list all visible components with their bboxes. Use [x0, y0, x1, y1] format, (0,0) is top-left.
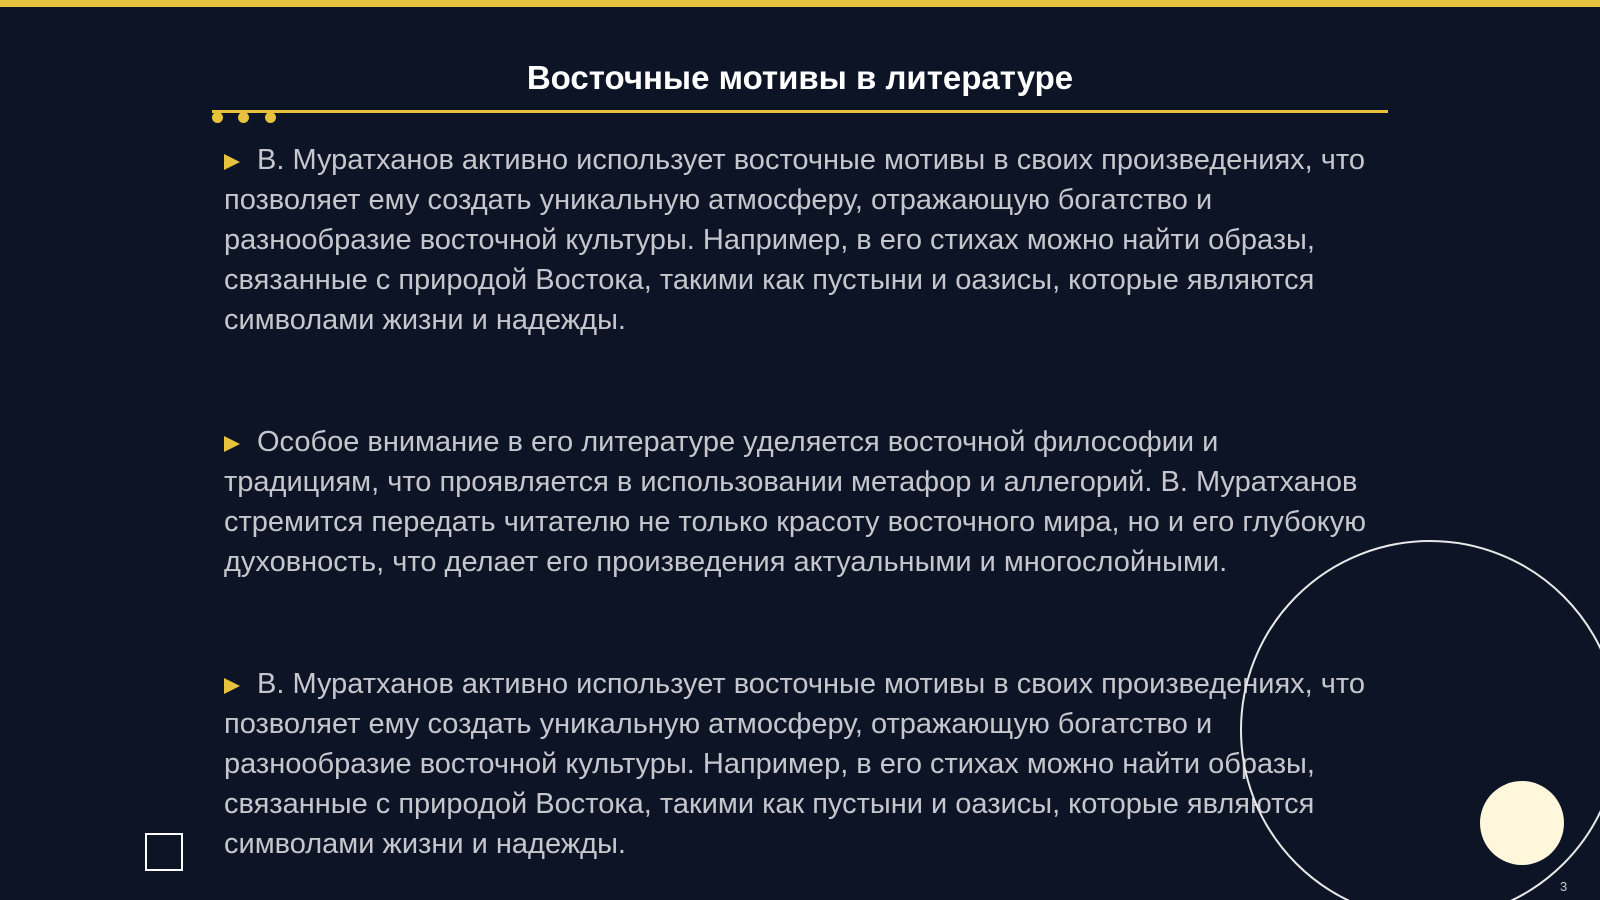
divider-dot	[212, 112, 223, 123]
bullet-text: Особое внимание в его литературе уделяется восточной философии и традициям, что проявляется в использовании метафор и аллегорий. В. Муратханов стремится передать читателю не только красоту восточного мира, но и его глубокую духовность, что делает его произведения актуальными и многослойными.	[224, 426, 1367, 578]
title-divider	[212, 110, 1388, 113]
triangle-right-icon	[224, 678, 240, 694]
bullet-item	[224, 422, 1374, 582]
bullet-list	[224, 140, 1374, 864]
bullet-text: В. Муратханов активно использует восточные мотивы в своих произведениях, что позволяет ему создать уникальную атмосферу, отражающую богатство и разнообразие восточной культуры. Например, в его стихах можно найти образы, связанные с природой Востока, такими как пустыни и оазисы, которые являются символами жизни и надежды.	[224, 144, 1365, 336]
triangle-right-icon	[224, 154, 240, 170]
triangle-right-icon	[224, 436, 240, 452]
bullet-text: В. Муратханов активно использует восточные мотивы в своих произведениях, что позволяет ему создать уникальную атмосферу, отражающую богатство и разнообразие восточной культуры. Например, в его стихах можно найти образы, связанные с природой Востока, такими как пустыни и оазисы, которые являются символами жизни и надежды.	[224, 668, 1365, 860]
divider-dots	[212, 112, 292, 124]
top-accent-bar	[0, 0, 1600, 7]
slide-title: Восточные мотивы в литературе	[526, 59, 1074, 96]
bullet-item	[224, 664, 1374, 864]
decorative-square	[145, 833, 183, 871]
page-number: 3	[1560, 879, 1568, 894]
bullet-item	[224, 140, 1374, 340]
divider-dot	[265, 112, 276, 123]
decorative-disc	[1480, 781, 1564, 865]
divider-dot	[238, 112, 249, 123]
